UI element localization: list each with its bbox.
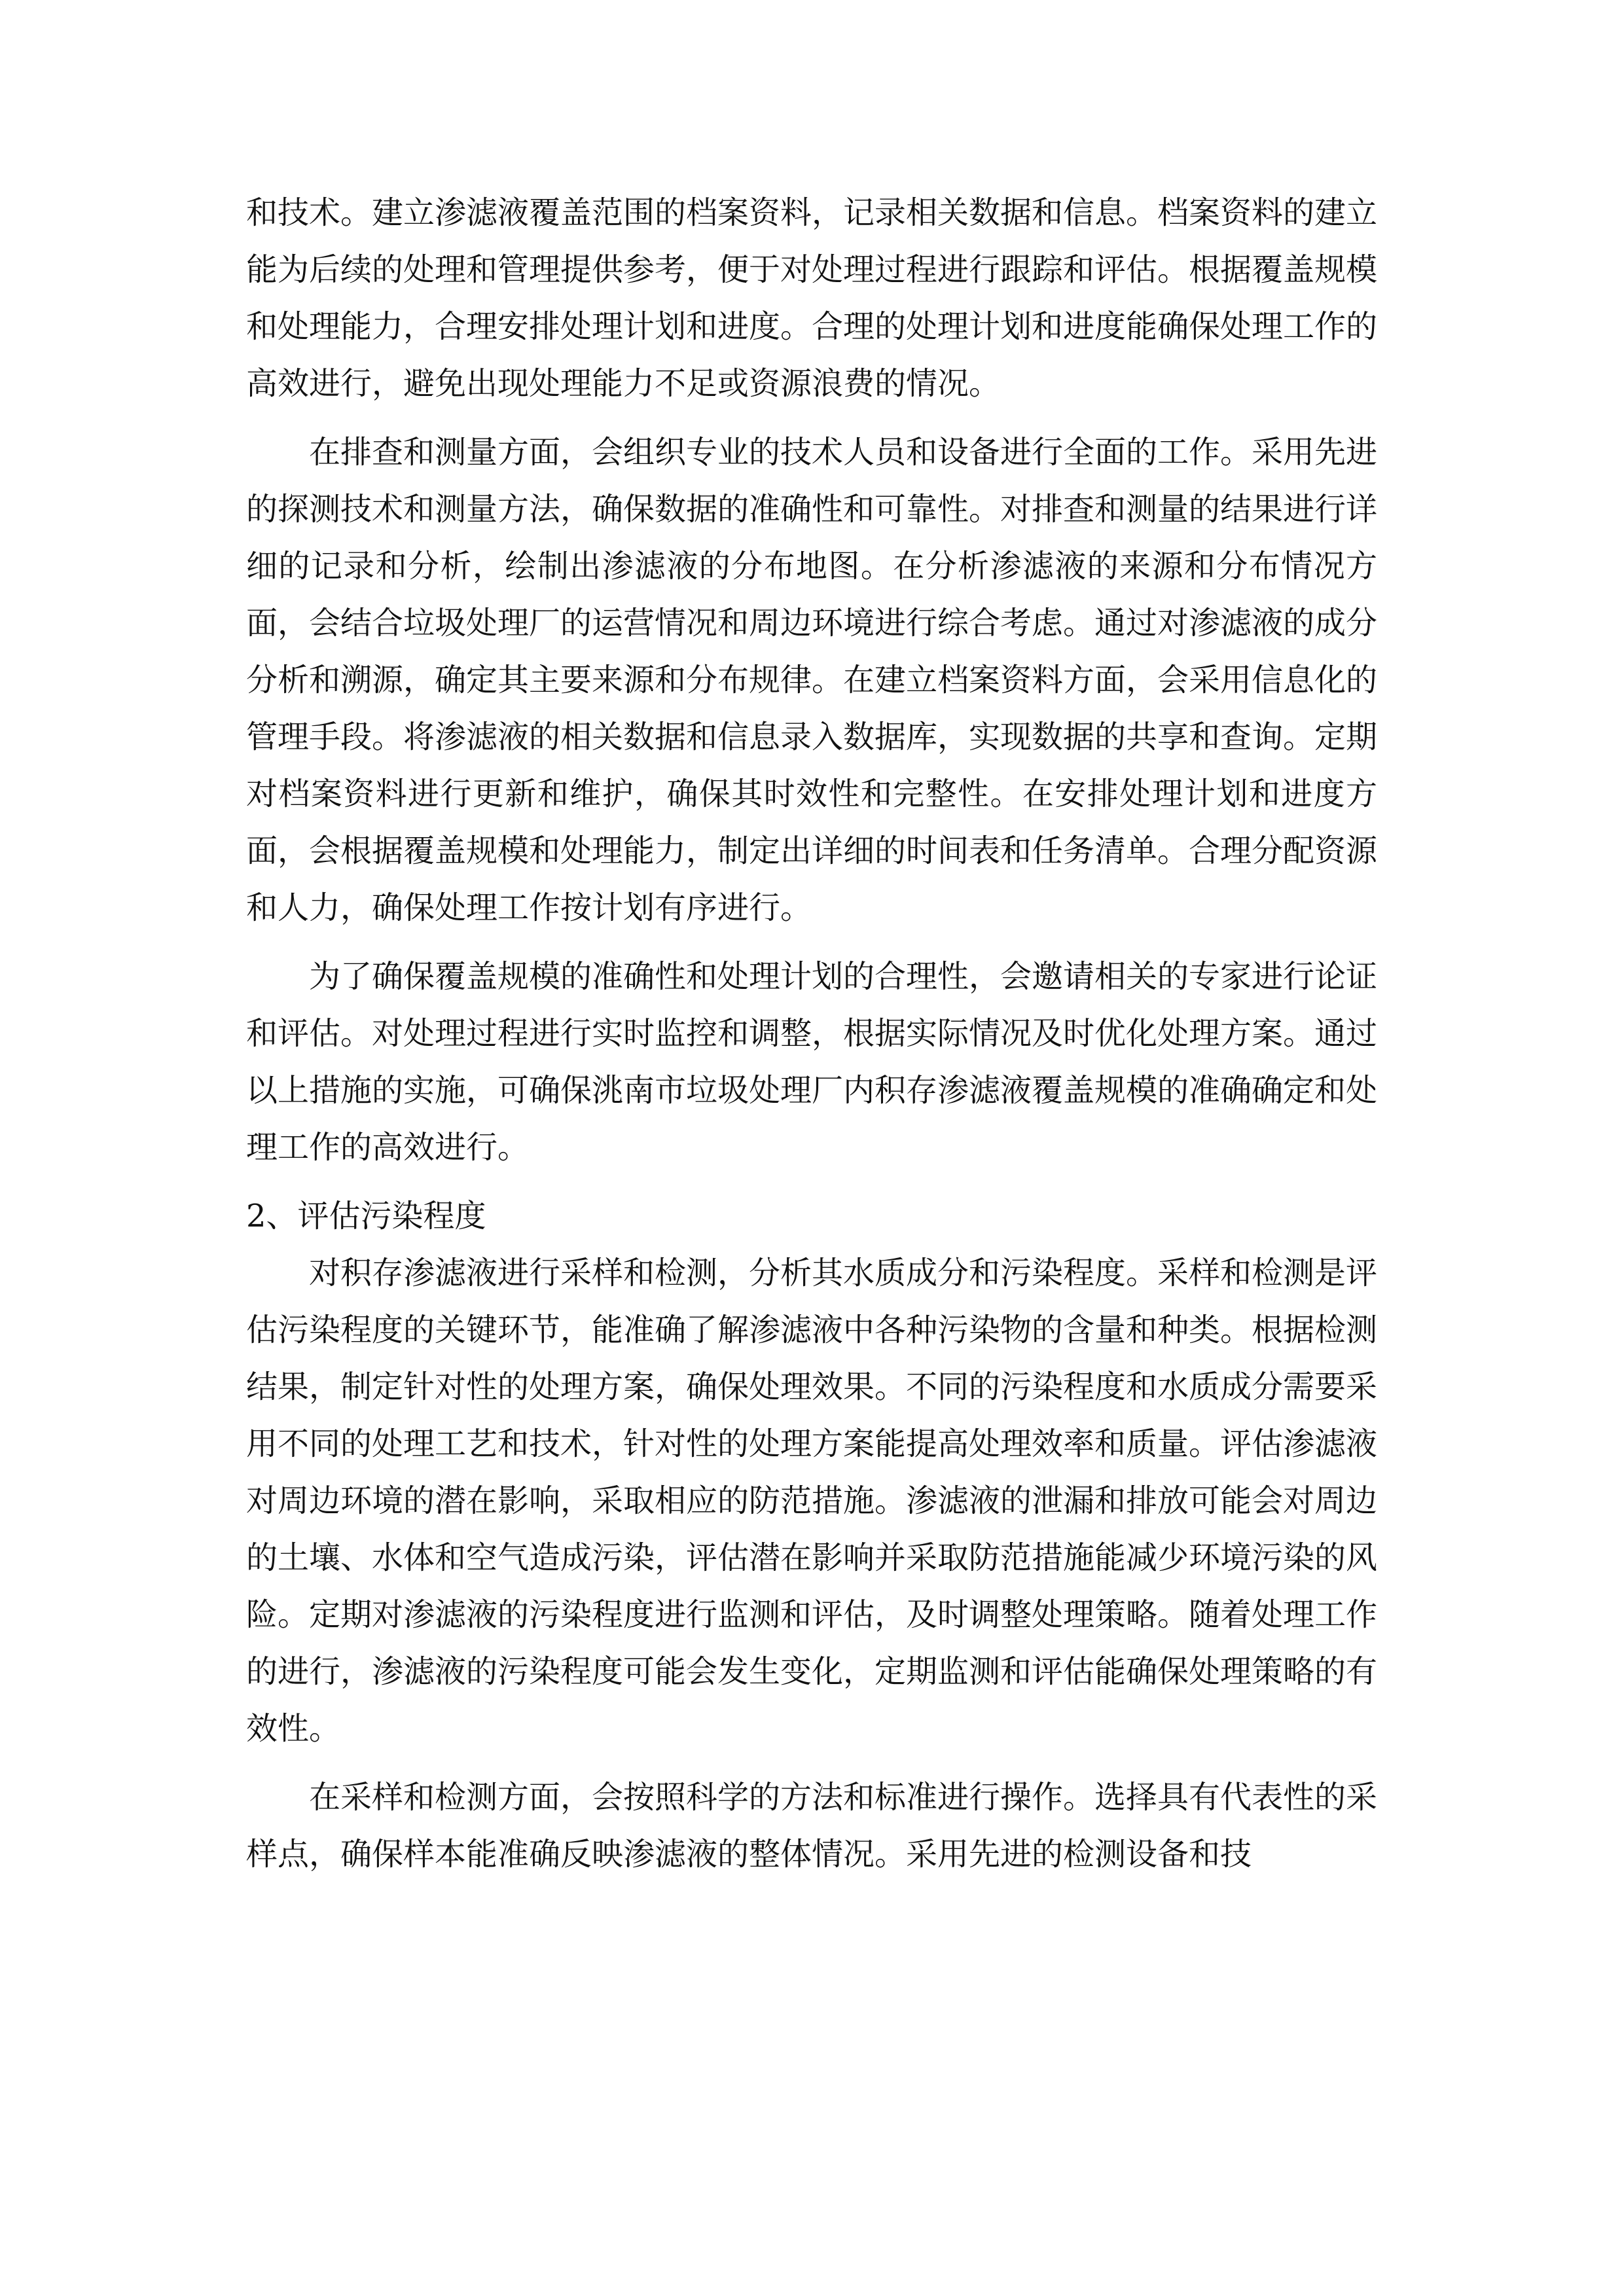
paragraph-gap xyxy=(246,937,1377,948)
paragraph-gap xyxy=(246,1757,1377,1769)
paragraph-gap xyxy=(246,412,1377,424)
document-body xyxy=(246,185,1377,1883)
paragraph-survey-measurement: 在排查和测量方面，会组织专业的技术人员和设备进行全面的工作。采用先进的探测技术和测量方法，确保数据的准确性和可靠性。对排查和测量的结果进行详细的记录和分析，绘制出渗滤液的分布地图。在分析渗滤液的来源和分布情况方面，会结合垃圾处理厂的运营情况和周边环境进行综合考虑。通过对渗滤液的成分分析和溯源，确定其主要来源和分布规律。在建立档案资料方面，会采用信息化的管理手段。将渗滤液的相关数据和信息录入数据库，实现数据的共享和查询。定期对档案资料进行更新和维护，确保其时效性和完整性。在安排处理计划和进度方面，会根据覆盖规模和处理能力，制定出详细的时间表和任务清单。合理分配资源和人力，确保处理工作按计划有序进行。 xyxy=(246,434,1378,926)
section-heading: 2、评估污染程度 xyxy=(246,1198,486,1234)
paragraph-continuation: 和技术。建立渗滤液覆盖范围的档案资料，记录相关数据和信息。档案资料的建立能为后续的处理和管理提供参考，便于对处理过程进行跟踪和评估。根据覆盖规模和处理能力，合理安排处理计划和进度。合理的处理计划和进度能确保处理工作的高效进行，避免出现处理能力不足或资源浪费的情况。 xyxy=(246,194,1378,402)
paragraph-expert-review: 为了确保覆盖规模的准确性和处理计划的合理性，会邀请相关的专家进行论证和评估。对处理过程进行实时监控和调整，根据实际情况及时优化处理方案。通过以上措施的实施，可确保洮南市垃圾处理厂内积存渗滤液覆盖规模的准确确定和处理工作的高效进行。 xyxy=(246,958,1378,1166)
paragraph-sampling-testing: 在采样和检测方面，会按照科学的方法和标准进行操作。选择具有代表性的采样点，确保样本能准确反映渗滤液的整体情况。采用先进的检测设备和技 xyxy=(246,1779,1378,1873)
paragraph-gap xyxy=(246,1176,1377,1188)
paragraph-pollution-assessment: 对积存渗滤液进行采样和检测，分析其水质成分和污染程度。采样和检测是评估污染程度的关键环节，能准确了解渗滤液中各种污染物的含量和种类。根据检测结果，制定针对性的处理方案，确保处理效果。不同的污染程度和水质成分需要采用不同的处理工艺和技术，针对性的处理方案能提高处理效率和质量。评估渗滤液对周边环境的潜在影响，采取相应的防范措施。渗滤液的泄漏和排放可能会对周边的土壤、水体和空气造成污染，评估潜在影响并采取防范措施能减少环境污染的风险。定期对渗滤液的污染程度进行监测和评估，及时调整处理策略。随着处理工作的进行，渗滤液的污染程度可能会发生变化，定期监测和评估能确保处理策略的有效性。 xyxy=(246,1255,1378,1747)
